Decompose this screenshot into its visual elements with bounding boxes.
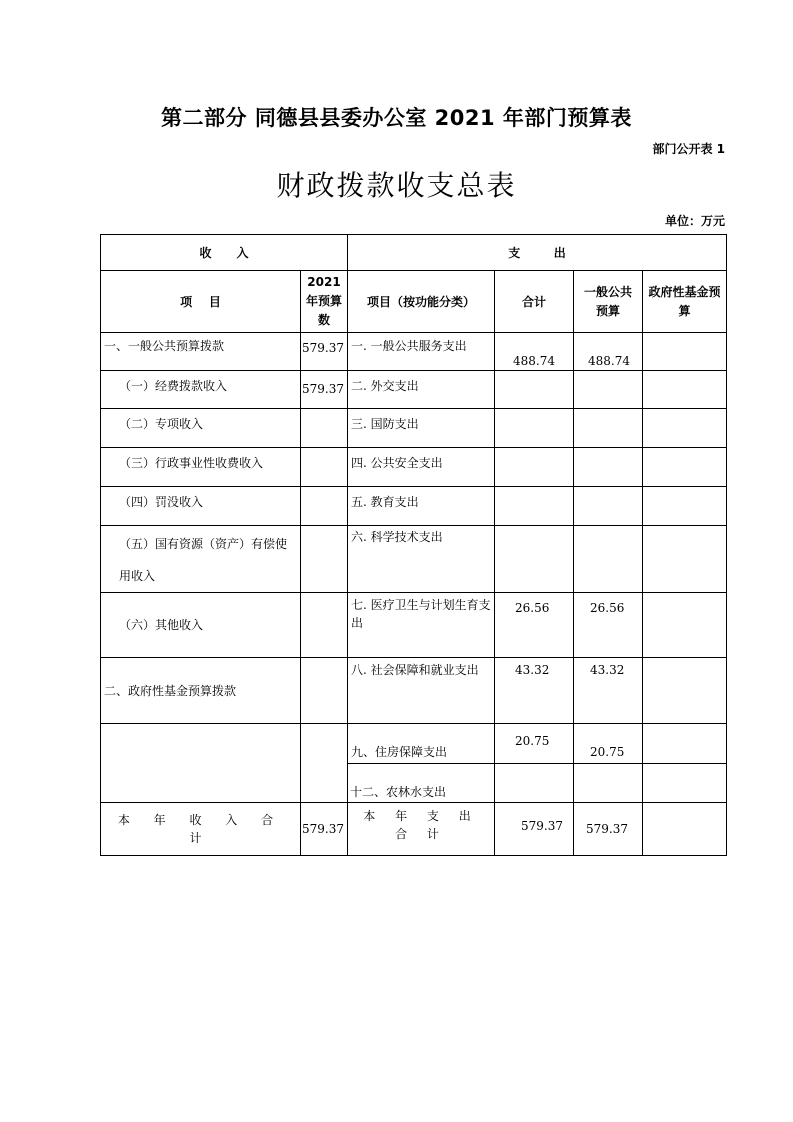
expense-fund-sum bbox=[643, 803, 727, 856]
expense-item: 二. 外交支出 bbox=[348, 371, 495, 409]
col-budget-2021: 2021 年预算数 bbox=[301, 271, 348, 333]
table-row bbox=[101, 448, 727, 487]
expense-item: 八. 社会保障和就业支出 bbox=[348, 658, 495, 724]
expense-general: 20.75 bbox=[574, 724, 643, 764]
table-row bbox=[101, 333, 727, 371]
totals-row bbox=[101, 803, 727, 856]
expense-general bbox=[574, 409, 643, 448]
expense-general bbox=[574, 371, 643, 409]
expense-fund bbox=[643, 409, 727, 448]
expense-general: 26.56 bbox=[574, 593, 643, 658]
expense-item: 九、住房保障支出 bbox=[348, 724, 495, 764]
income-item: （一）经费拨款收入 bbox=[101, 371, 301, 409]
col-total: 合计 bbox=[495, 271, 574, 333]
table-header-row bbox=[101, 235, 727, 271]
expense-general bbox=[574, 448, 643, 487]
expense-fund bbox=[643, 764, 727, 803]
expense-fund bbox=[643, 448, 727, 487]
col-general-budget: 一般公共预算 bbox=[574, 271, 643, 333]
column-header-row bbox=[101, 271, 727, 333]
income-item: （六）其他收入 bbox=[101, 593, 301, 658]
expense-general: 488.74 bbox=[574, 333, 643, 371]
expense-fund bbox=[643, 593, 727, 658]
income-item: 一、一般公共预算拨款 bbox=[101, 333, 301, 371]
budget-table bbox=[100, 234, 727, 856]
expense-general: 43.32 bbox=[574, 658, 643, 724]
expense-fund bbox=[643, 487, 727, 526]
table-title: 财政拨款收支总表 bbox=[276, 169, 517, 202]
expense-item: 六. 科学技术支出 bbox=[348, 526, 495, 593]
expense-item: 三. 国防支出 bbox=[348, 409, 495, 448]
income-value bbox=[301, 409, 348, 448]
expense-fund bbox=[643, 333, 727, 371]
income-value bbox=[301, 724, 348, 803]
expense-item: 四. 公共安全支出 bbox=[348, 448, 495, 487]
income-item: 二、政府性基金预算拨款 bbox=[101, 658, 301, 724]
expense-fund bbox=[643, 371, 727, 409]
table-row bbox=[101, 724, 727, 764]
income-item: （五）国有资源（资产）有偿使用收入 bbox=[101, 526, 301, 593]
expense-header: 支 出 bbox=[348, 235, 727, 271]
income-total-value: 579.37 bbox=[301, 803, 348, 856]
income-value bbox=[301, 448, 348, 487]
income-header: 收 入 bbox=[101, 235, 348, 271]
expense-item: 一. 一般公共服务支出 bbox=[348, 333, 495, 371]
col-func-item: 项目（按功能分类） bbox=[348, 271, 495, 333]
income-value bbox=[301, 593, 348, 658]
expense-total: 488.74 bbox=[495, 333, 574, 371]
expense-total bbox=[495, 409, 574, 448]
expense-item: 七. 医疗卫生与计划生育支出 bbox=[348, 593, 495, 658]
table-row bbox=[101, 487, 727, 526]
expense-total bbox=[495, 526, 574, 593]
table-row bbox=[101, 409, 727, 448]
expense-total: 26.56 bbox=[495, 593, 574, 658]
unit-label: 单位：万元 bbox=[664, 214, 725, 228]
income-item: （四）罚没收入 bbox=[101, 487, 301, 526]
expense-item: 十二、农林水支出 bbox=[348, 764, 495, 803]
expense-total: 43.32 bbox=[495, 658, 574, 724]
expense-fund bbox=[643, 526, 727, 593]
table-row bbox=[101, 526, 727, 593]
expense-total bbox=[495, 448, 574, 487]
expense-item: 五. 教育支出 bbox=[348, 487, 495, 526]
expense-total bbox=[495, 371, 574, 409]
income-value bbox=[301, 526, 348, 593]
income-value bbox=[301, 658, 348, 724]
col-item: 项 目 bbox=[101, 271, 301, 333]
table-row bbox=[101, 371, 727, 409]
form-label: 部门公开表 1 bbox=[652, 142, 725, 156]
income-item: （二）专项收入 bbox=[101, 409, 301, 448]
expense-general bbox=[574, 526, 643, 593]
income-value bbox=[301, 487, 348, 526]
expense-total-sum: 579.37 bbox=[495, 803, 574, 856]
expense-general bbox=[574, 487, 643, 526]
expense-general-sum: 579.37 bbox=[574, 803, 643, 856]
expense-total-label: 本 年 支 出 合 计 bbox=[348, 803, 495, 856]
document-title: 第二部分 同德县县委办公室 2021 年部门预算表 bbox=[161, 106, 632, 130]
table-row bbox=[101, 593, 727, 658]
table-row bbox=[101, 658, 727, 724]
income-value: 579.37 bbox=[301, 371, 348, 409]
expense-general bbox=[574, 764, 643, 803]
income-total-label: 本 年 收 入 合 计 bbox=[101, 803, 301, 856]
expense-fund bbox=[643, 658, 727, 724]
income-value: 579.37 bbox=[301, 333, 348, 371]
income-item bbox=[101, 724, 301, 803]
expense-total bbox=[495, 764, 574, 803]
expense-total bbox=[495, 487, 574, 526]
expense-fund bbox=[643, 724, 727, 764]
col-gov-fund-budget: 政府性基金预算 bbox=[643, 271, 727, 333]
expense-total: 20.75 bbox=[495, 724, 574, 764]
income-item: （三）行政事业性收费收入 bbox=[101, 448, 301, 487]
